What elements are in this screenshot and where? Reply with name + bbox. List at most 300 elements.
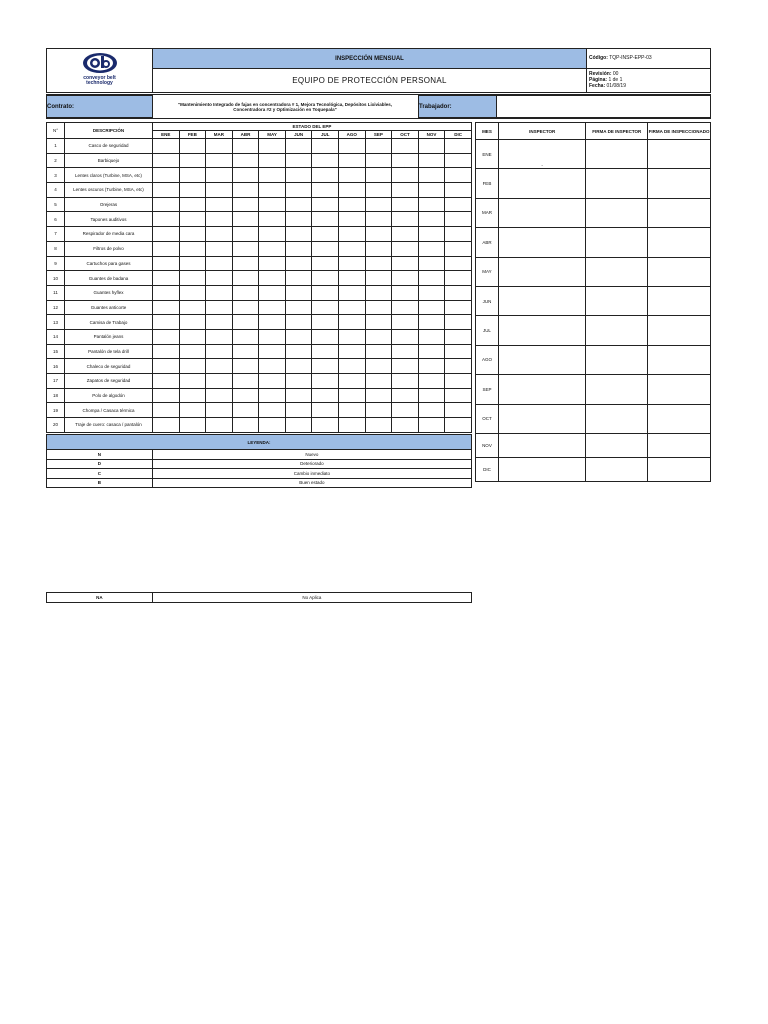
status-cell[interactable] <box>232 359 259 374</box>
firma-inspector-cell[interactable] <box>586 198 648 227</box>
status-cell[interactable] <box>339 388 366 403</box>
status-cell[interactable] <box>152 418 179 433</box>
status-cell[interactable] <box>339 403 366 418</box>
status-cell[interactable] <box>285 344 312 359</box>
status-cell[interactable] <box>365 344 392 359</box>
status-cell[interactable] <box>285 315 312 330</box>
status-cell[interactable] <box>339 197 366 212</box>
legend-row <box>47 478 472 488</box>
status-cell[interactable] <box>259 212 286 227</box>
status-cell[interactable] <box>445 256 472 271</box>
na-table <box>46 592 472 603</box>
status-cell[interactable] <box>418 197 445 212</box>
status-cell[interactable] <box>392 300 419 315</box>
status-cell[interactable] <box>339 241 366 256</box>
table-row <box>47 329 472 344</box>
status-cell[interactable] <box>206 300 233 315</box>
status-cell[interactable] <box>418 300 445 315</box>
status-cell[interactable] <box>418 227 445 242</box>
status-cell[interactable] <box>445 212 472 227</box>
status-cell[interactable] <box>445 168 472 183</box>
status-cell[interactable] <box>339 271 366 286</box>
status-cell[interactable] <box>179 285 206 300</box>
status-cell[interactable] <box>152 256 179 271</box>
status-cell[interactable] <box>365 256 392 271</box>
status-cell[interactable] <box>179 359 206 374</box>
status-cell[interactable] <box>259 241 286 256</box>
status-cell[interactable] <box>392 418 419 433</box>
firma-inspeccionado-cell[interactable] <box>648 228 711 257</box>
status-cell[interactable] <box>445 227 472 242</box>
status-cell[interactable] <box>285 359 312 374</box>
status-cell[interactable] <box>285 418 312 433</box>
status-cell[interactable] <box>392 329 419 344</box>
status-cell[interactable] <box>179 418 206 433</box>
status-cell[interactable] <box>365 212 392 227</box>
status-cell[interactable] <box>445 271 472 286</box>
status-cell[interactable] <box>339 315 366 330</box>
status-cell[interactable] <box>179 183 206 198</box>
status-cell[interactable] <box>445 153 472 168</box>
status-cell[interactable] <box>392 183 419 198</box>
status-cell[interactable] <box>259 197 286 212</box>
status-cell[interactable] <box>312 403 339 418</box>
inspector-cell[interactable] <box>498 228 586 257</box>
status-cell[interactable] <box>312 168 339 183</box>
status-cell[interactable] <box>312 212 339 227</box>
firma-inspeccionado-cell[interactable] <box>648 316 711 345</box>
status-cell[interactable] <box>259 315 286 330</box>
status-cell[interactable] <box>285 183 312 198</box>
status-cell[interactable] <box>285 139 312 154</box>
status-cell[interactable] <box>232 168 259 183</box>
inspection-month: SEP <box>476 375 499 404</box>
status-cell[interactable] <box>312 271 339 286</box>
status-cell[interactable] <box>418 241 445 256</box>
status-cell[interactable] <box>206 197 233 212</box>
status-cell[interactable] <box>259 374 286 389</box>
status-cell[interactable] <box>259 388 286 403</box>
status-cell[interactable] <box>232 241 259 256</box>
status-cell[interactable] <box>339 344 366 359</box>
status-cell[interactable] <box>312 374 339 389</box>
firma-inspector-cell[interactable] <box>586 169 648 198</box>
status-cell[interactable] <box>152 285 179 300</box>
status-cell[interactable] <box>392 256 419 271</box>
status-cell[interactable] <box>206 285 233 300</box>
status-cell[interactable] <box>179 197 206 212</box>
status-cell[interactable] <box>232 197 259 212</box>
status-cell[interactable] <box>365 418 392 433</box>
status-cell[interactable] <box>285 227 312 242</box>
status-cell[interactable] <box>339 285 366 300</box>
status-cell[interactable] <box>152 344 179 359</box>
status-cell[interactable] <box>445 388 472 403</box>
inspector-cell[interactable] <box>498 375 586 404</box>
status-cell[interactable] <box>285 212 312 227</box>
inspector-cell[interactable] <box>498 169 586 198</box>
status-cell[interactable] <box>392 403 419 418</box>
status-cell[interactable] <box>179 271 206 286</box>
status-cell[interactable] <box>339 153 366 168</box>
status-cell[interactable] <box>259 403 286 418</box>
status-cell[interactable] <box>445 359 472 374</box>
inspector-cell[interactable] <box>498 433 586 457</box>
firma-inspector-cell[interactable] <box>586 404 648 433</box>
status-cell[interactable] <box>179 241 206 256</box>
firma-inspeccionado-cell[interactable] <box>648 457 711 481</box>
status-cell[interactable] <box>285 168 312 183</box>
status-cell[interactable] <box>206 227 233 242</box>
status-cell[interactable] <box>392 241 419 256</box>
status-cell[interactable] <box>152 183 179 198</box>
table-row <box>47 256 472 271</box>
status-cell[interactable] <box>232 374 259 389</box>
firma-inspector-cell[interactable] <box>586 457 648 481</box>
status-cell[interactable] <box>206 329 233 344</box>
status-cell[interactable] <box>206 183 233 198</box>
status-cell[interactable] <box>152 388 179 403</box>
status-cell[interactable] <box>418 329 445 344</box>
status-cell[interactable] <box>392 153 419 168</box>
firma-inspector-cell[interactable] <box>586 257 648 286</box>
status-cell[interactable] <box>365 285 392 300</box>
status-cell[interactable] <box>232 285 259 300</box>
item-description: Zapatos de seguridad <box>64 374 152 389</box>
firma-inspector-cell[interactable] <box>586 228 648 257</box>
firma-inspeccionado-cell[interactable] <box>648 257 711 286</box>
status-cell[interactable] <box>179 139 206 154</box>
status-cell[interactable] <box>392 388 419 403</box>
status-cell[interactable] <box>418 388 445 403</box>
status-cell[interactable] <box>179 344 206 359</box>
status-cell[interactable] <box>152 403 179 418</box>
status-cell[interactable] <box>179 403 206 418</box>
inspector-cell[interactable] <box>498 457 586 481</box>
status-cell[interactable] <box>392 315 419 330</box>
table-row <box>47 241 472 256</box>
firma-inspeccionado-cell[interactable] <box>648 345 711 374</box>
status-cell[interactable] <box>392 344 419 359</box>
item-number: 2 <box>47 153 65 168</box>
status-cell[interactable] <box>206 241 233 256</box>
status-cell[interactable] <box>392 271 419 286</box>
status-cell[interactable] <box>259 271 286 286</box>
status-cell[interactable] <box>418 315 445 330</box>
status-cell[interactable] <box>445 344 472 359</box>
status-cell[interactable] <box>259 359 286 374</box>
status-cell[interactable] <box>312 388 339 403</box>
status-cell[interactable] <box>339 329 366 344</box>
status-cell[interactable] <box>232 344 259 359</box>
status-cell[interactable] <box>259 139 286 154</box>
status-cell[interactable] <box>312 241 339 256</box>
status-cell[interactable] <box>392 139 419 154</box>
status-cell[interactable] <box>232 227 259 242</box>
status-cell[interactable] <box>365 183 392 198</box>
status-cell[interactable] <box>179 212 206 227</box>
status-cell[interactable] <box>418 256 445 271</box>
status-cell[interactable] <box>232 418 259 433</box>
status-cell[interactable] <box>339 227 366 242</box>
status-cell[interactable] <box>392 212 419 227</box>
status-cell[interactable] <box>152 153 179 168</box>
status-cell[interactable] <box>418 418 445 433</box>
status-cell[interactable] <box>365 241 392 256</box>
status-cell[interactable] <box>285 329 312 344</box>
status-cell[interactable] <box>285 403 312 418</box>
firma-inspeccionado-cell[interactable] <box>648 375 711 404</box>
status-cell[interactable] <box>339 168 366 183</box>
month-header-feb: FEB <box>179 131 206 139</box>
status-cell[interactable] <box>365 153 392 168</box>
status-cell[interactable] <box>392 359 419 374</box>
status-cell[interactable] <box>339 183 366 198</box>
status-cell[interactable] <box>312 344 339 359</box>
status-cell[interactable] <box>365 300 392 315</box>
item-description: Pantalón jeans <box>64 329 152 344</box>
status-cell[interactable] <box>206 168 233 183</box>
status-cell[interactable] <box>152 168 179 183</box>
status-cell[interactable] <box>312 418 339 433</box>
inspector-cell[interactable] <box>498 345 586 374</box>
status-cell[interactable] <box>365 374 392 389</box>
status-cell[interactable] <box>259 418 286 433</box>
status-cell[interactable] <box>232 139 259 154</box>
status-cell[interactable] <box>418 271 445 286</box>
inspector-cell[interactable] <box>498 257 586 286</box>
status-cell[interactable] <box>312 183 339 198</box>
inspector-cell[interactable] <box>498 198 586 227</box>
status-cell[interactable] <box>445 197 472 212</box>
status-cell[interactable] <box>418 374 445 389</box>
firma-inspeccionado-cell[interactable] <box>648 140 711 169</box>
month-header-mar: MAR <box>206 131 233 139</box>
status-cell[interactable] <box>365 388 392 403</box>
inspector-cell[interactable] <box>498 286 586 315</box>
status-cell[interactable] <box>339 418 366 433</box>
status-cell[interactable] <box>152 197 179 212</box>
status-cell[interactable] <box>179 374 206 389</box>
table-row <box>47 139 472 154</box>
status-cell[interactable] <box>365 359 392 374</box>
status-cell[interactable] <box>365 403 392 418</box>
status-cell[interactable] <box>312 329 339 344</box>
status-cell[interactable] <box>339 256 366 271</box>
status-cell[interactable] <box>445 300 472 315</box>
firma-inspeccionado-cell[interactable] <box>648 433 711 457</box>
status-cell[interactable] <box>285 241 312 256</box>
status-cell[interactable] <box>445 285 472 300</box>
col-firma-inspeccionado-header: FIRMA DE INSPECCIONADO <box>648 123 711 140</box>
col-inspector-header: INSPECTOR <box>498 123 586 140</box>
status-cell[interactable] <box>285 285 312 300</box>
status-cell[interactable] <box>206 344 233 359</box>
status-cell[interactable] <box>152 271 179 286</box>
inspector-cell[interactable]: - <box>498 140 586 169</box>
status-cell[interactable] <box>365 315 392 330</box>
status-cell[interactable] <box>232 329 259 344</box>
status-cell[interactable] <box>392 197 419 212</box>
status-cell[interactable] <box>312 227 339 242</box>
status-cell[interactable] <box>285 256 312 271</box>
firma-inspector-cell[interactable] <box>586 345 648 374</box>
status-cell[interactable] <box>418 212 445 227</box>
status-cell[interactable] <box>445 374 472 389</box>
firma-inspeccionado-cell[interactable] <box>648 286 711 315</box>
status-cell[interactable] <box>259 329 286 344</box>
status-cell[interactable] <box>232 153 259 168</box>
status-cell[interactable] <box>152 359 179 374</box>
status-cell[interactable] <box>232 212 259 227</box>
status-cell[interactable] <box>312 315 339 330</box>
status-cell[interactable] <box>445 403 472 418</box>
status-cell[interactable] <box>445 183 472 198</box>
status-cell[interactable] <box>285 388 312 403</box>
status-cell[interactable] <box>259 285 286 300</box>
status-cell[interactable] <box>339 300 366 315</box>
status-cell[interactable] <box>179 227 206 242</box>
inspection-row <box>476 375 711 404</box>
status-cell[interactable] <box>418 359 445 374</box>
status-cell[interactable] <box>206 212 233 227</box>
status-cell[interactable] <box>285 374 312 389</box>
status-cell[interactable] <box>339 374 366 389</box>
firma-inspector-cell[interactable] <box>586 375 648 404</box>
status-cell[interactable] <box>392 374 419 389</box>
status-cell[interactable] <box>445 315 472 330</box>
status-cell[interactable] <box>418 153 445 168</box>
table-row <box>47 374 472 389</box>
status-cell[interactable] <box>259 256 286 271</box>
status-cell[interactable] <box>152 212 179 227</box>
item-number: 4 <box>47 183 65 198</box>
firma-inspector-cell[interactable] <box>586 286 648 315</box>
status-cell[interactable] <box>418 183 445 198</box>
status-cell[interactable] <box>392 168 419 183</box>
status-cell[interactable] <box>312 256 339 271</box>
status-cell[interactable] <box>232 271 259 286</box>
status-cell[interactable] <box>445 139 472 154</box>
status-cell[interactable] <box>206 388 233 403</box>
month-header-sep: SEP <box>365 131 392 139</box>
status-cell[interactable] <box>418 168 445 183</box>
status-cell[interactable] <box>152 300 179 315</box>
status-cell[interactable] <box>365 329 392 344</box>
status-cell[interactable] <box>445 329 472 344</box>
firma-inspeccionado-cell[interactable] <box>648 404 711 433</box>
status-cell[interactable] <box>152 139 179 154</box>
status-cell[interactable] <box>312 139 339 154</box>
status-cell[interactable] <box>179 153 206 168</box>
status-cell[interactable] <box>285 197 312 212</box>
status-cell[interactable] <box>259 183 286 198</box>
status-cell[interactable] <box>312 197 339 212</box>
status-cell[interactable] <box>285 153 312 168</box>
status-cell[interactable] <box>206 403 233 418</box>
status-cell[interactable] <box>206 139 233 154</box>
status-cell[interactable] <box>418 139 445 154</box>
status-cell[interactable] <box>206 271 233 286</box>
status-cell[interactable] <box>339 139 366 154</box>
status-cell[interactable] <box>312 285 339 300</box>
firma-inspeccionado-cell[interactable] <box>648 198 711 227</box>
status-cell[interactable] <box>232 403 259 418</box>
status-cell[interactable] <box>206 418 233 433</box>
status-cell[interactable] <box>445 418 472 433</box>
status-cell[interactable] <box>259 300 286 315</box>
status-cell[interactable] <box>312 359 339 374</box>
inspector-cell[interactable] <box>498 316 586 345</box>
status-cell[interactable] <box>445 241 472 256</box>
status-cell[interactable] <box>206 256 233 271</box>
status-cell[interactable] <box>259 227 286 242</box>
trabajador-field[interactable] <box>496 95 711 118</box>
status-cell[interactable] <box>152 374 179 389</box>
status-cell[interactable] <box>206 315 233 330</box>
status-cell[interactable] <box>232 300 259 315</box>
firma-inspector-cell[interactable] <box>586 140 648 169</box>
status-cell[interactable] <box>152 241 179 256</box>
status-cell[interactable] <box>259 344 286 359</box>
status-cell[interactable] <box>365 271 392 286</box>
status-cell[interactable] <box>365 197 392 212</box>
status-cell[interactable] <box>152 329 179 344</box>
status-cell[interactable] <box>179 168 206 183</box>
status-cell[interactable] <box>312 300 339 315</box>
firma-inspeccionado-cell[interactable] <box>648 169 711 198</box>
title-top: INSPECCIÓN MENSUAL <box>152 48 587 69</box>
item-number: 19 <box>47 403 65 418</box>
status-cell[interactable] <box>418 285 445 300</box>
status-cell[interactable] <box>339 212 366 227</box>
item-number: 9 <box>47 256 65 271</box>
status-cell[interactable] <box>365 139 392 154</box>
status-cell[interactable] <box>206 153 233 168</box>
status-cell[interactable] <box>418 344 445 359</box>
status-cell[interactable] <box>232 183 259 198</box>
status-cell[interactable] <box>179 388 206 403</box>
status-cell[interactable] <box>179 300 206 315</box>
status-cell[interactable] <box>392 227 419 242</box>
item-number: 15 <box>47 344 65 359</box>
status-cell[interactable] <box>365 168 392 183</box>
table-row <box>47 344 472 359</box>
status-cell[interactable] <box>418 403 445 418</box>
status-cell[interactable] <box>285 300 312 315</box>
firma-inspector-cell[interactable] <box>586 316 648 345</box>
inspector-cell[interactable] <box>498 404 586 433</box>
status-cell[interactable] <box>232 388 259 403</box>
status-cell[interactable] <box>232 315 259 330</box>
status-cell[interactable] <box>152 315 179 330</box>
status-cell[interactable] <box>232 256 259 271</box>
status-cell[interactable] <box>179 256 206 271</box>
status-cell[interactable] <box>392 285 419 300</box>
status-cell[interactable] <box>365 227 392 242</box>
status-cell[interactable] <box>259 168 286 183</box>
firma-inspector-cell[interactable] <box>586 433 648 457</box>
status-cell[interactable] <box>206 359 233 374</box>
status-cell[interactable] <box>285 271 312 286</box>
status-cell[interactable] <box>179 329 206 344</box>
status-cell[interactable] <box>152 227 179 242</box>
status-cell[interactable] <box>312 153 339 168</box>
status-cell[interactable] <box>179 315 206 330</box>
status-cell[interactable] <box>206 374 233 389</box>
status-cell[interactable] <box>259 153 286 168</box>
status-cell[interactable] <box>339 359 366 374</box>
